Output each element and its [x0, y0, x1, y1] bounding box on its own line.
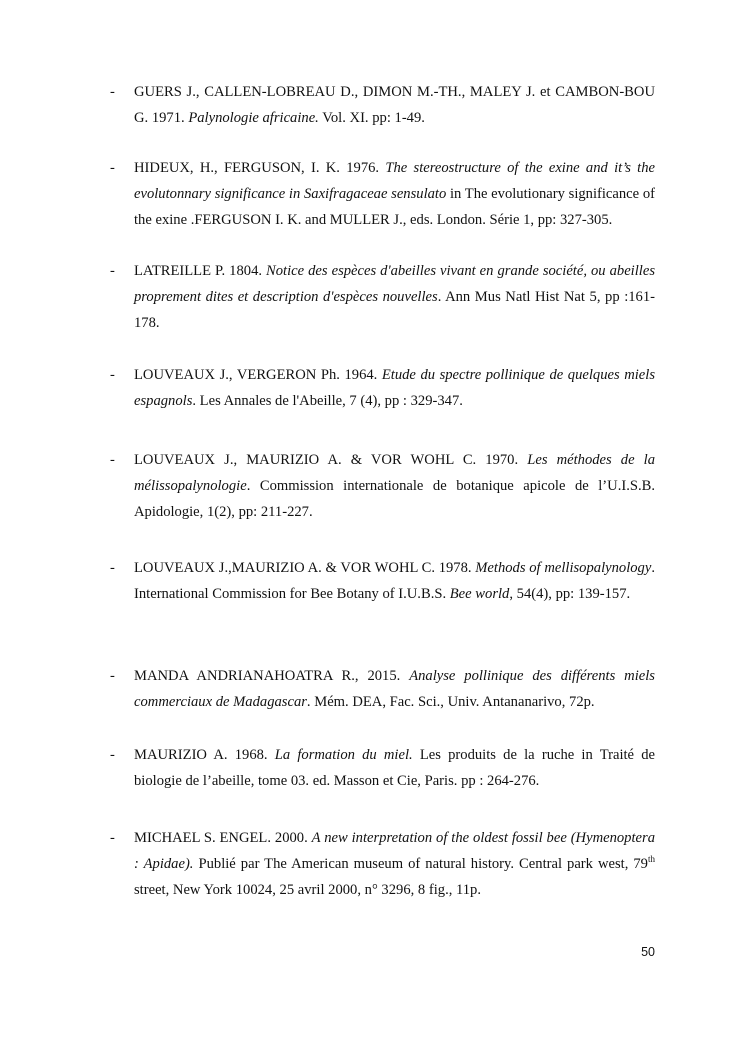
italic-title: Etude du spectre pollinique de quelques miels espagnols — [134, 367, 655, 409]
reference-segment: . Les Annales de l'Abeille, 7 (4), pp : 329-347. — [192, 393, 463, 409]
reference-segment: LOUVEAUX J.,MAURIZIO A. & VOR WOHL C. 1978. — [134, 560, 476, 576]
italic-title: Analyse pollinique des différents miels commerciaux de Madagascar — [134, 668, 655, 710]
reference-segment: MICHAEL S. ENGEL. 2000. — [134, 830, 312, 846]
reference-text — [134, 155, 655, 233]
reference-segment: LATREILLE P. 1804. — [134, 263, 267, 279]
reference-segment: MANDA ANDRIANAHOATRA R., 2015. — [134, 668, 410, 684]
reference-text — [134, 825, 655, 903]
list-bullet-dash: - — [110, 830, 115, 846]
reference-segment: . Commission internationale de botanique apicole de l’U.I.S.B. Apidologie, 1(2), pp: 211-227. — [134, 478, 655, 520]
reference-segment: . International Commission for Bee Botany of I.U.B.S. — [134, 560, 655, 602]
reference-segment: GUERS J., CALLEN-LOBREAU D., DIMON M.-TH., MALEY J. et CAMBON-BOU G. 1971. — [134, 84, 655, 126]
reference-segment: in The evolutionary significance of the exine .FERGUSON I. K. and MULLER J., eds. London. Série 1, pp: 327-305. — [134, 186, 655, 228]
reference-text — [134, 79, 655, 131]
reference-segment: MAURIZIO A. 1968. — [134, 747, 275, 763]
list-bullet-dash: - — [110, 263, 115, 279]
list-bullet-dash: - — [110, 452, 115, 468]
reference-segment: , 54(4), pp: 139-157. — [509, 586, 631, 602]
list-bullet-dash: - — [110, 668, 115, 684]
reference-text — [134, 663, 655, 715]
reference-segment: Publié par The American museum of natural history. Central park west, 79 — [193, 856, 648, 872]
reference-segment: HIDEUX, H., FERGUSON, I. K. 1976. — [134, 160, 386, 176]
reference-text — [134, 258, 655, 336]
italic-title: The stereostructure of the exine and it’s the evolutonnary significance in Saxifragaceae sensulato — [134, 160, 655, 202]
italic-title: La formation du miel. — [274, 747, 413, 763]
list-bullet-dash: - — [110, 84, 115, 100]
reference-segment: Les produits de la ruche in Traité de biologie de l’abeille, tome 03. ed. Masson et Cie, Paris. pp : 264-276. — [134, 747, 655, 789]
reference-segment: LOUVEAUX J., VERGERON Ph. 1964. — [134, 367, 382, 383]
reference-segment: . Mém. DEA, Fac. Sci., Univ. Antananarivo, 72p. — [306, 694, 595, 710]
reference-segment: street, New York 10024, 25 avril 2000, n° 3296, 8 fig., 11p. — [134, 882, 482, 898]
reference-text — [134, 555, 655, 607]
superscript-text: th — [647, 854, 655, 865]
reference-segment: Vol. XI. pp: 1-49. — [318, 110, 425, 126]
page-number: 50 — [641, 945, 655, 959]
italic-title: A new interpretation of the oldest fossil bee (Hymenoptera : Apidae). — [134, 830, 655, 872]
reference-text — [134, 362, 655, 414]
list-bullet-dash: - — [110, 747, 115, 763]
list-bullet-dash: - — [110, 367, 115, 383]
reference-segment: LOUVEAUX J., MAURIZIO A. & VOR WOHL C. 1970. — [134, 452, 528, 468]
list-bullet-dash: - — [110, 160, 115, 176]
italic-title: Palynologie africaine. — [188, 110, 319, 126]
italic-title: Les méthodes de la mélissopalynologie — [134, 452, 655, 494]
italic-title: Notice des espèces d'abeilles vivant en grande société, ou abeilles proprement dites et description d'espèces nouvelles — [134, 263, 655, 305]
reference-text — [134, 447, 655, 525]
reference-text — [134, 742, 655, 794]
reference-segment: . Ann Mus Natl Hist Nat 5, pp :161-178. — [134, 289, 655, 331]
italic-title: Methods of mellisopalynology — [475, 560, 652, 576]
italic-title: Bee world — [449, 586, 510, 602]
list-bullet-dash: - — [110, 560, 115, 576]
